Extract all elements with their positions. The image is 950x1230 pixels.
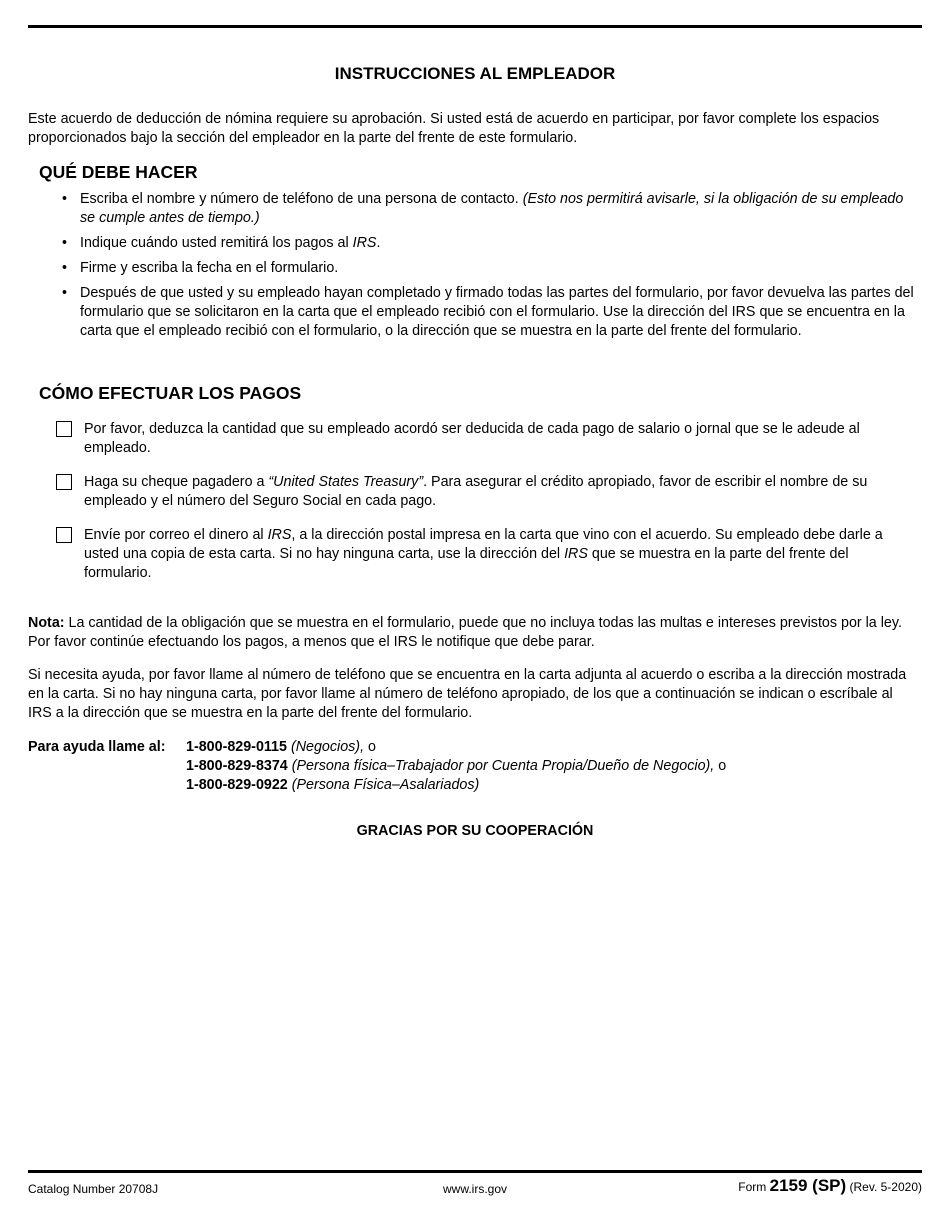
list-item: • Después de que usted y su empleado hayan completado y firmado todas las partes del formulario, por favor devuelva las partes del formulario que se solicitaron en la carta que el empleado recibió con el formulario. Use la dirección del IRS que se encuentra en la carta que el empleado recibió con el formulario, o la dirección que se muestra en la parte del frente del formulario. [62,285,914,339]
section-heading-what-to-do: QUÉ DEBE HACER [39,162,198,182]
note-label: Nota: [28,615,65,631]
check-payable-checkbox[interactable] [56,474,72,490]
section-heading-how-to-pay: CÓMO EFECTUAR LOS PAGOS [39,383,302,403]
bullet-icon: • [62,260,68,276]
payment-option-text: Haga su cheque pagadero a “United States Treasury”. Para asegurar el crédito apropiado, favor de escribir el nombre de su empleado y el número del Seguro Social en cada pago. [84,474,868,509]
form-identifier: Form 2159 (SP) (Rev. 5-2020) [738,1176,922,1195]
catalog-number: Catalog Number 20708J [28,1182,159,1196]
thanks-heading: GRACIAS POR SU COOPERACIÓN [356,823,594,839]
intro-paragraph: Este acuerdo de deducción de nómina requiere su aprobación. Si usted está de acuerdo en participar, por favor complete los espacios proporcionados bajo la sección del empleador en la parte del frente de este formulario. [28,111,880,146]
note-paragraph: Nota: La cantidad de la obligación que se muestra en el formulario, puede que no incluya todas las multas e intereses previstos por la ley. Por favor continúe efectuando los pagos, a menos que el IRS le notifique que debe parar. [28,615,902,650]
phone-number: 1-800-829-0115 [186,739,287,755]
list-item: • Escriba el nombre y número de teléfono de una persona de contacto. (Esto nos permitirá avisarle, si la obligación de su empleado se cumple antes de tiempo.) [62,191,904,226]
list-item: • Firme y escriba la fecha en el formulario. [62,260,339,276]
phone-line: 1-800-829-8374 (Persona física–Trabajador por Cuenta Propia/Dueño de Negocio), o [186,758,727,774]
phone-number: 1-800-829-8374 [186,758,288,774]
form-number: 2159 (SP) [769,1176,847,1195]
mail-payment-checkbox[interactable] [56,527,72,543]
payment-option-deduct [56,420,918,458]
phone-line: 1-800-829-0115 (Negocios), o [186,739,376,755]
phone-line: 1-800-829-0922 (Persona Física–Asalariados) [186,777,480,793]
payment-option-check [56,473,918,511]
instructions-list [62,190,922,347]
bullet-icon: • [62,191,68,207]
payment-option-text: Por favor, deduzca la cantidad que su empleado acordó ser deducida de cada pago de salario o jornal que se le adeude al empleado. [84,421,860,456]
payment-option-text: Envíe por correo el dinero al IRS, a la dirección postal impresa en la carta que vino con el acuerdo. Su empleado debe darle a usted una copia de esta carta. Si no hay ninguna carta, use la dirección del IRS que se muestra en la parte del frente del formulario. [84,527,883,581]
deduct-checkbox[interactable] [56,421,72,437]
top-rule [28,25,922,28]
list-item: • Indique cuándo usted remitirá los pagos al IRS. [62,235,381,251]
irs-website[interactable]: www.irs.gov [442,1182,507,1196]
payment-option-mail [56,526,918,583]
bottom-rule [28,1170,922,1173]
bullet-icon: • [62,235,68,251]
bullet-icon: • [62,285,68,301]
page-title: INSTRUCCIONES AL EMPLEADOR [334,64,616,83]
help-phone-lines [186,738,886,795]
help-paragraph: Si necesita ayuda, por favor llame al número de teléfono que se encuentra en la carta adjunta al acuerdo o escriba a la dirección mostrada en la carta. Si no hay ninguna carta, por favor llame al número de teléfono apropiado, de los que a continuación se indican o escríbale al IRS a la dirección que se muestra en la parte del frente del formulario. [28,667,907,721]
phone-number: 1-800-829-0922 [186,777,288,793]
help-label: Para ayuda llame al: [28,739,166,755]
